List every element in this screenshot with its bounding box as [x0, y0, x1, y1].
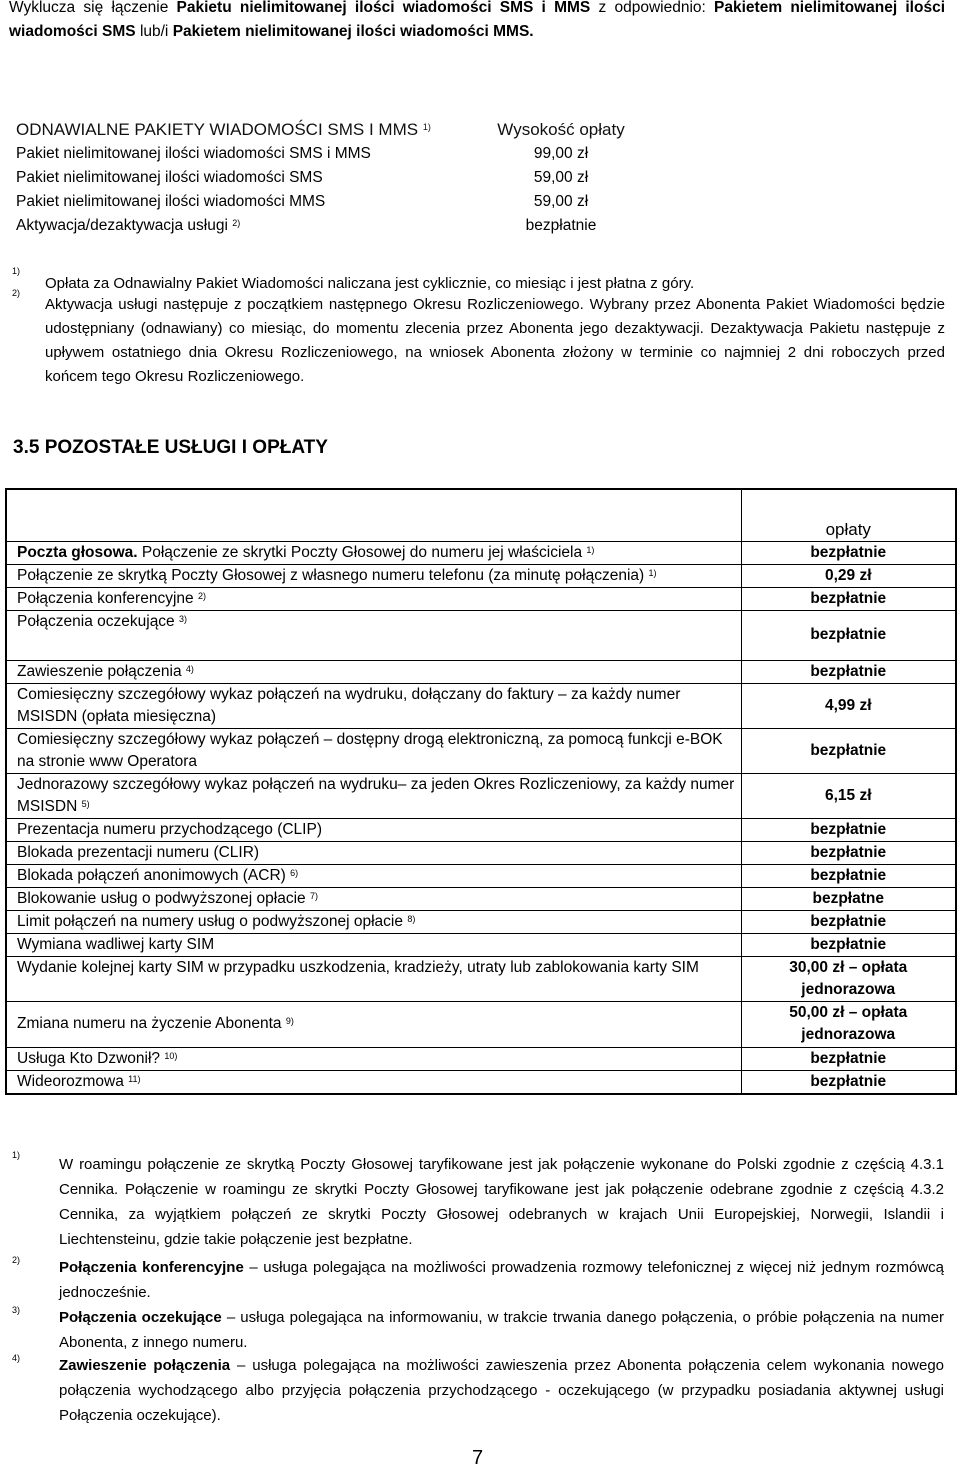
service-row: [6, 864, 956, 887]
footnote-ref: 5): [81, 798, 90, 809]
footnote-ref: 8): [407, 913, 416, 924]
service-row: [6, 660, 956, 683]
footnote-ref: 10): [164, 1050, 178, 1061]
footnote-ref: 1): [586, 544, 595, 555]
service-fee: bezpłatnie: [741, 541, 956, 564]
service-name: Zmiana numeru na życzenie Abonenta: [17, 1015, 282, 1032]
service-name: Połączenie ze skrytki Poczty Głosowej do numeru jej właściciela: [137, 543, 583, 561]
service-name: Wideorozmowa: [17, 1072, 124, 1090]
package-name: Pakiet nielimitowanej ilości wiadomości SMS: [16, 169, 323, 186]
service-fee: bezpłatnie: [741, 910, 956, 933]
page-number: 7: [472, 1447, 484, 1469]
footnote-number: 1): [12, 1150, 21, 1160]
service-name: Połączenie ze skrytką Poczty Głosowej z własnego numeru telefonu (za minutę połączenia): [17, 566, 645, 584]
service-fee: 0,29 zł: [741, 564, 956, 587]
service-name: Blokada połączeń anonimowych (ACR): [17, 866, 286, 884]
service-row: [6, 956, 956, 1001]
service-fee: bezpłatnie: [741, 587, 956, 610]
service-row: [6, 773, 956, 818]
service-fee: 50,00 zł – opłata jednorazowa: [741, 1001, 956, 1047]
service-name: Usługa Kto Dzwonił?: [17, 1049, 161, 1067]
footnote-ref: 11): [128, 1073, 141, 1084]
footnote-text: [59, 1255, 944, 1305]
service-fee: bezpłatnie: [741, 841, 956, 864]
service-row: [6, 728, 956, 773]
service-fee: bezpłatnie: [741, 610, 956, 660]
package-fee: bezpłatnie: [525, 217, 597, 234]
service-name: Blokowanie usług o podwyższonej opłacie: [17, 889, 306, 907]
service-name: Prezentacja numeru przychodzącego (CLIP): [6, 818, 741, 841]
service-fee: bezpłatnie: [741, 728, 956, 773]
service-name: Comiesięczny szczegółowy wykaz połączeń – dostępny drogą elektroniczną, za pomocą funkcji e-BOK na stronie www Operatora: [6, 728, 741, 773]
service-row: [6, 541, 956, 564]
service-row: [6, 1047, 956, 1070]
footnote-term: Zawieszenie połączenia: [59, 1357, 231, 1374]
service-name: Jednorazowy szczegółowy wykaz połączeń na wydruku– za jeden Okres Rozliczeniowy, za każdy numer MSISDN: [17, 775, 735, 815]
service-row: [6, 887, 956, 910]
package-fee: 59,00 zł: [533, 193, 589, 210]
package-row: [6, 190, 636, 214]
footnote-ref: 6): [290, 867, 299, 878]
service-fee: 6,15 zł: [741, 773, 956, 818]
footnote-number: 2): [12, 1255, 21, 1265]
service-fee: bezpłatne: [741, 887, 956, 910]
footnote-body: – usługa polegająca na możliwości prowadzenia rozmowy telefonicznej z więcej niż jednym rozmówcą jednocześnie.: [59, 1259, 944, 1301]
intro-paragraph: [9, 0, 945, 44]
service-name: Blokada prezentacji numeru (CLIR): [6, 841, 741, 864]
service-row: [6, 1070, 956, 1094]
service-row: [6, 683, 956, 728]
intro-bold-3: Pakietem nielimitowanej ilości wiadomości MMS.: [172, 23, 534, 40]
packages-header-fee: Wysokość opłaty: [497, 120, 625, 139]
service-row: [6, 564, 956, 587]
footnote-ref: 2): [232, 218, 241, 228]
service-name: Wydanie kolejnej karty SIM w przypadku uszkodzenia, kradzieży, utraty lub zablokowania karty SIM: [6, 956, 741, 1001]
packages-header-row: [6, 118, 636, 142]
service-name: Zawieszenie połączenia: [17, 662, 182, 680]
footnote-number: 1): [12, 266, 21, 276]
package-name: Pakiet nielimitowanej ilości wiadomości SMS i MMS: [16, 145, 371, 162]
footnote-ref: 7): [309, 890, 318, 901]
footnote-body: – usługa polegająca na możliwości zawieszenia przez Abonenta połączenia celem wykonania nowego połączenia wychodzącego albo przyjęcia połączenia przychodzącego - oczekującego (w przypadku posiadania aktywnej usługi Połączenia oczekujące).: [59, 1357, 944, 1424]
package-name: Pakiet nielimitowanej ilości wiadomości MMS: [16, 193, 326, 210]
package-row: [6, 142, 636, 166]
footnote-ref: 2): [197, 590, 206, 601]
service-bold-label: Poczta głosowa.: [17, 543, 138, 561]
footnote-text: Opłata za Odnawialny Pakiet Wiadomości naliczana jest cyklicznie, co miesiąc i jest płatna z góry.: [45, 275, 695, 292]
footnote-number: 4): [12, 1353, 21, 1363]
section-title: 3.5 POZOSTAŁE USŁUGI I OPŁATY: [13, 437, 328, 458]
service-row: [6, 933, 956, 956]
service-fee: bezpłatnie: [741, 1047, 956, 1070]
intro-bold-1: Pakietu nielimitowanej ilości wiadomości SMS i MMS: [176, 0, 591, 16]
package-row: [6, 214, 636, 238]
footnote-number: 2): [12, 288, 21, 298]
service-row: [6, 841, 956, 864]
package-row: [6, 166, 636, 190]
footnote-body: – usługa polegająca na informowaniu, w trakcie trwania danego połączenia, o próbie połączenia na numer Abonenta, z innego numeru.: [59, 1309, 945, 1351]
intro-text: lub/i: [139, 23, 169, 40]
package-fee: 99,00 zł: [533, 145, 589, 162]
service-name: Comiesięczny szczegółowy wykaz połączeń na wydruku, dołączany do faktury – za każdy numer MSISDN (opłata miesięczna): [6, 683, 741, 728]
package-fee: 59,00 zł: [533, 169, 589, 186]
packages-header-name: ODNAWIALNE PAKIETY WIADOMOŚCI SMS I MMS: [16, 120, 419, 139]
footnote-number: 3): [12, 1305, 21, 1315]
services-table: [5, 488, 957, 1095]
service-fee: 4,99 zł: [741, 683, 956, 728]
service-name: Wymiana wadliwej karty SIM: [6, 933, 741, 956]
footnote-text: [59, 1353, 944, 1428]
service-name: Limit połączeń na numery usług o podwyższonej opłacie: [17, 912, 403, 930]
service-name: Połączenia oczekujące: [17, 612, 175, 630]
footnote-term: Połączenia konferencyjne: [59, 1259, 244, 1276]
footnote-text: Aktywacja usługi następuje z początkiem następnego Okresu Rozliczeniowego. Wybrany przez Abonenta Pakiet Wiadomości będzie udostępniany (odnawiany) co miesiąc, do momentu zlecenia przez Abonenta jego dezaktywacji. Dezaktywacja Pakietu następuje z upływem ostatniego dnia Okresu Rozliczeniowego, na wniosek Abonenta złożony w terminie co najmniej 2 dni roboczych przed końcem tego Okresu Rozliczeniowego.: [45, 296, 945, 385]
service-fee: 30,00 zł – opłata jednorazowa: [741, 956, 956, 1001]
service-fee: bezpłatnie: [741, 818, 956, 841]
services-header-fee: opłaty: [741, 489, 956, 541]
footnote-text: [59, 1305, 944, 1355]
intro-text: Wyklucza się łączenie: [9, 0, 169, 16]
footnote-ref: 4): [185, 663, 194, 674]
packages-table: [6, 118, 636, 238]
service-row: [6, 1001, 956, 1047]
footnote-ref: 1): [648, 567, 657, 578]
footnote-text: [59, 1152, 944, 1252]
service-fee: bezpłatnie: [741, 864, 956, 887]
intro-text: z odpowiednio:: [598, 0, 706, 16]
service-row: [6, 610, 956, 660]
service-row: [6, 587, 956, 610]
footnote-ref: 3): [179, 613, 188, 624]
intro-bold-2: Pakietem nielimitowanej ilości wiadomości SMS: [9, 0, 945, 40]
footnote-term: Połączenia oczekujące: [59, 1309, 222, 1326]
service-fee: bezpłatnie: [741, 1070, 956, 1094]
service-row: [6, 910, 956, 933]
service-row: [6, 818, 956, 841]
footnote-ref: 9): [285, 1016, 294, 1026]
footnote-ref: 1): [422, 122, 431, 132]
package-name: Aktywacja/dezaktywacja usługi: [16, 217, 228, 234]
service-fee: bezpłatnie: [741, 933, 956, 956]
service-fee: bezpłatnie: [741, 660, 956, 683]
service-name: Połączenia konferencyjne: [17, 589, 194, 607]
services-header-row: [6, 489, 956, 541]
footnote-body: W roamingu połączenie ze skrytką Poczty Głosowej taryfikowane jest jak połączenie wykonane do Polski zgodnie z częścią 4.3.1 Cennika. Połączenie w roamingu ze skrytki Poczty Głosowej taryfikowane jest jak połączenie odebrane zgodnie z częścią 4.3.2 Cennika, za wyjątkiem połączeń ze skrytki Poczty Głosowej odebranych w krajach Unii Europejskiej, Norwegii, Islandii i Liechtensteinu, gdzie takie połączenie jest bezpłatne.: [59, 1156, 944, 1248]
